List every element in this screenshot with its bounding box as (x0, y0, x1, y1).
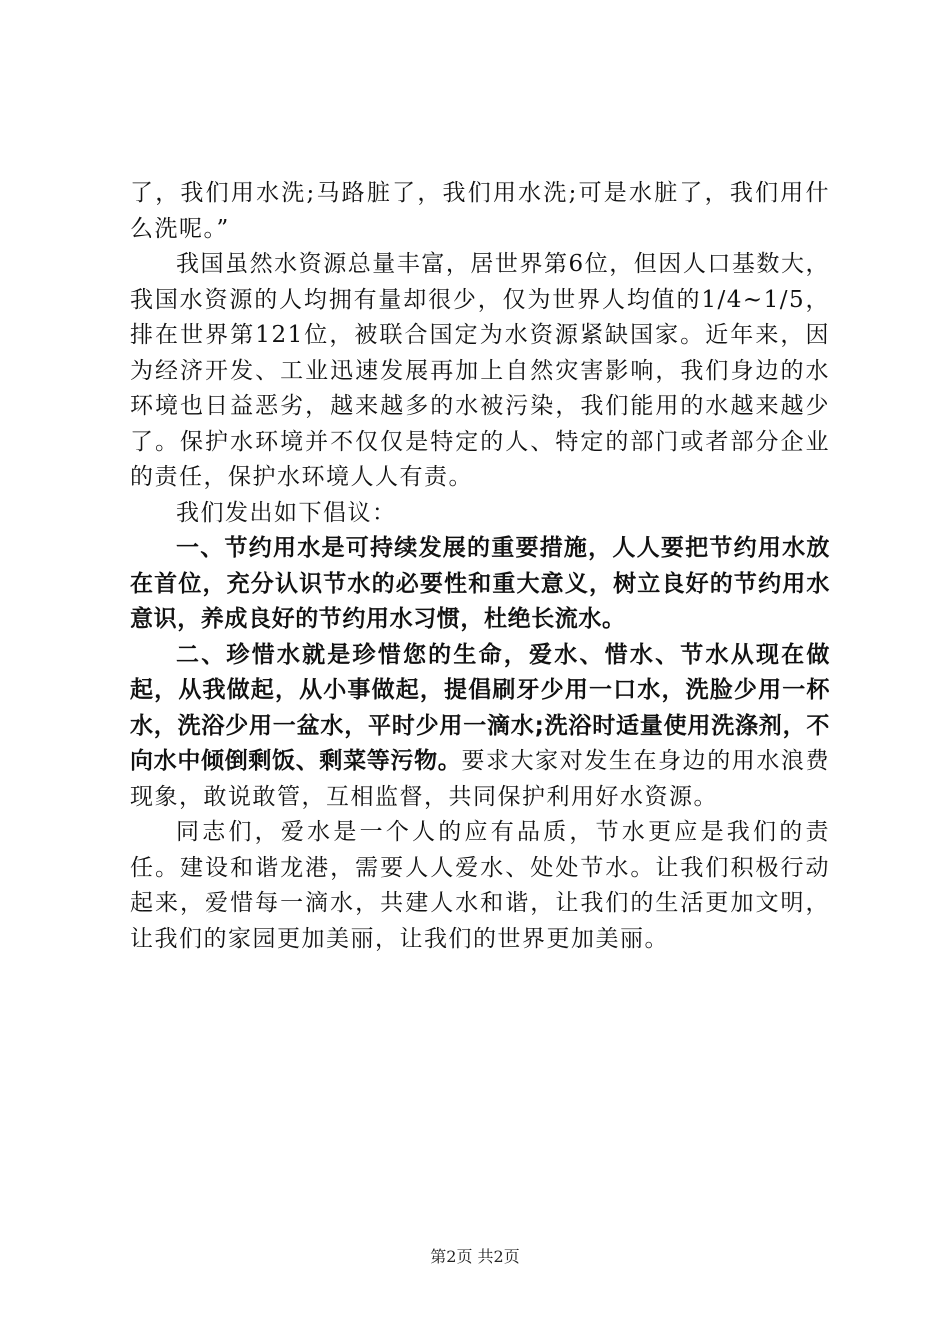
paragraph-water-resources: 我国虽然水资源总量丰富，居世界第6位，但因人口基数大，我国水资源的人均拥有量却很少，仅为世界人均值的1/4~1/5，排在世界第121位，被联合国定为水资源紧缺国家。近年来，因为经济开发、工业迅速发展再加上自然灾害影响，我们身边的水环境也日益恶劣，越来越多的水被污染，我们能用的水越来越少了。保护水环境并不仅仅是特定的人、特定的部门或者部分企业的责任，保护水环境人人有责。 (130, 251, 830, 490)
document-body (130, 176, 830, 957)
paragraph-closing: 同志们，爱水是一个人的应有品质，节水更应是我们的责任。建设和谐龙港，需要人人爱水、处处节水。让我们积极行动起来，爱惜每一滴水，共建人水和谐，让我们的生活更加文明，让我们的家园更加美丽，让我们的世界更加美丽。 (130, 819, 830, 952)
proposal-item-two-normal: 要求大家对发生在身边的用水浪费现象，敢说敢管，互相监督，共同保护利用好水资源。 (130, 748, 831, 810)
proposal-item-two-bold: 二、珍惜水就是珍惜您的生命，爱水、惜水、节水从现在做起，从我做起，从小事做起，提倡刷牙少用一口水，洗脸少用一杯水，洗浴少用一盆水，平时少用一滴水;洗浴时适量使用洗涤剂，不向水中倾倒剩饭、剩菜等污物。 (130, 641, 830, 774)
page-number-footer: 第2页 共2页 (430, 1247, 520, 1266)
proposal-item-one: 一、节约用水是可持续发展的重要措施，人人要把节约用水放在首位，充分认识节水的必要性和重大意义，树立良好的节约用水意识，养成良好的节约用水习惯，杜绝长流水。 (130, 535, 830, 632)
proposal-item-two (130, 638, 830, 816)
paragraph-proposal-intro: 我们发出如下倡议： (176, 499, 397, 526)
paragraph-continuation: 了，我们用水洗;马路脏了，我们用水洗;可是水脏了，我们用什么洗呢。” (130, 180, 830, 242)
